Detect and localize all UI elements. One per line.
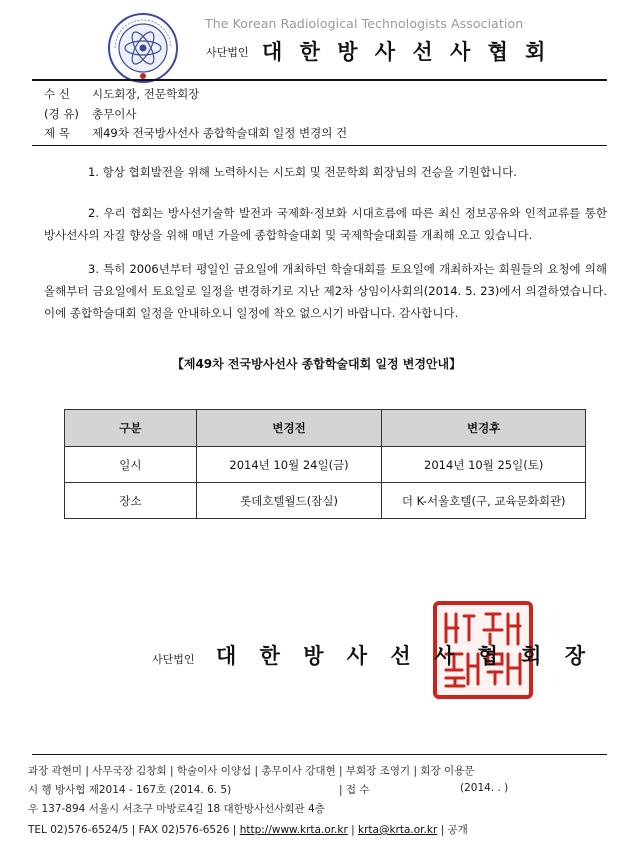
footer-recv-date: (2014. . )	[460, 782, 509, 794]
org-name: 대 한 방 사 선 사 협 회	[262, 40, 551, 64]
footer-divider	[32, 754, 607, 755]
table-cell: 2014년 10월 25일(토)	[382, 447, 586, 483]
signature-corp-label: 사단법인	[152, 653, 195, 666]
footer-staff-line: 과장 곽현미 | 사무국장 김창회 | 학술이사 이양섭 | 총무이사 강대현 | 부회장 조영기 | 회장 이용문	[28, 765, 475, 777]
via-value: 총무이사	[92, 107, 137, 121]
org-english-name: The Korean Radiological Technologists Association	[205, 16, 524, 31]
homepage-link[interactable]: http://www.krta.or.kr	[239, 824, 348, 836]
paragraph-1	[44, 161, 607, 183]
recipient-label: 수 신	[44, 87, 70, 101]
email-link[interactable]: krta@krta.or.kr	[358, 824, 438, 836]
recipient-value: 시도회장, 전문학회장	[92, 87, 200, 101]
paragraph-2	[44, 202, 607, 246]
header-divider	[32, 79, 607, 81]
paragraph-3-text: 3. 특히 2006년부터 평일인 금요일에 개최하던 학술대회를 토요일에 개최하자는 회원들의 요청에 의해 올해부터 금요일에서 토요일로 일정을 변경하기로 지난 제2차 상임이사회의(2014. 5. 23)에서 의결하였습니다. 이에 종합학술대회 일정을 안내하오니 일정에 착오 없으시기 바랍니다. 감사합니다.	[44, 262, 607, 320]
via-label: (경 유)	[44, 107, 79, 121]
paragraph-2-text: 2. 우리 협회는 방사선기술학 발전과 국제화·정보화 시대흐름에 따른 최신 정보공유와 인적교류를 통한 방사선사의 자질 향상을 위해 매년 가을에 종합학술대회 및 국제학술대회를 개최해 오고 있습니다.	[44, 206, 607, 242]
subject-divider	[32, 145, 607, 146]
table-cell: 2014년 10월 24일(금)	[196, 447, 382, 483]
footer-disclosure: | 공개	[437, 824, 468, 836]
table-header-row	[65, 410, 586, 447]
paragraph-1-text: 1. 항상 협회발전을 위해 노력하시는 시도회 및 전문학회 회장님의 건승을 기원합니다.	[88, 165, 517, 179]
table-cell: 장소	[65, 483, 197, 519]
table-row	[65, 447, 586, 483]
table-cell: 롯데호텔월드(잠실)	[196, 483, 382, 519]
table-cell: 일시	[65, 447, 197, 483]
footer-recv-label: | 접 수	[339, 784, 370, 796]
paragraph-3	[44, 258, 607, 324]
corp-label: 사단법인	[206, 46, 249, 59]
notice-title: 【제49차 전국방사선사 종합학술대회 일정 변경안내】	[171, 357, 462, 371]
footer-doc-line	[28, 782, 231, 797]
header-before: 변경전	[196, 410, 382, 447]
subject-line	[44, 125, 347, 141]
footer-separator: |	[347, 824, 359, 836]
schedule-table	[64, 409, 586, 519]
header-category: 구분	[65, 410, 197, 447]
table-cell: 더 K-서울호텔(구, 교육문화회관)	[382, 483, 586, 519]
footer-address: 우 137-894 서울시 서초구 마방로4길 18 대한방사선사회관 4층	[28, 803, 325, 815]
table-row	[65, 483, 586, 519]
header-after: 변경후	[382, 410, 586, 447]
footer-doc-number: 시 행 방사협 제2014 - 167호 (2014. 6. 5)	[28, 784, 232, 796]
via-line	[44, 106, 136, 122]
footer-tel-fax: TEL 02)576-6524/5 | FAX 02)576-6526 |	[28, 824, 240, 836]
subject-value: 제49차 전국방사선사 종합학술대회 일정 변경의 건	[92, 126, 348, 140]
footer-contact-line	[28, 822, 468, 837]
association-logo	[107, 12, 179, 84]
subject-label: 제 목	[44, 126, 70, 140]
recipient-line	[44, 86, 199, 102]
signature-name: 대 한 방 사 선 사 협 회 장	[216, 644, 594, 668]
